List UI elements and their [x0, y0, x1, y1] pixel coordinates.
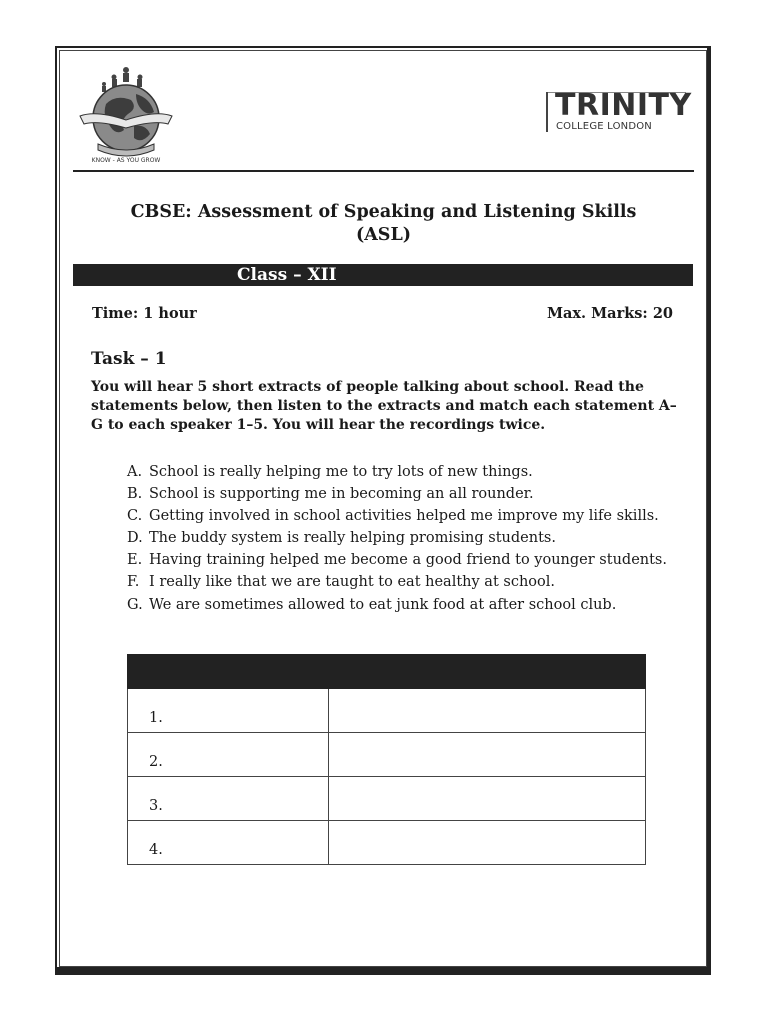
speaker-number: 4. — [128, 821, 329, 865]
answer-cell[interactable] — [329, 821, 646, 865]
time-label: Time: 1 hour — [92, 305, 197, 322]
header-divider — [73, 170, 694, 172]
statement-item — [127, 463, 667, 482]
answer-cell[interactable] — [329, 689, 646, 733]
table-header-statement — [329, 655, 646, 689]
table-row — [128, 821, 646, 865]
trinity-logo-subtitle: COLLEGE LONDON — [556, 121, 652, 132]
document-title-line1: CBSE: Assessment of Speaking and Listening Skills — [130, 202, 637, 222]
answer-cell[interactable] — [329, 733, 646, 777]
trinity-college-logo — [545, 88, 692, 136]
cbse-logo — [76, 64, 176, 164]
trinity-logo-name: TRINITY — [555, 88, 692, 123]
task-heading: Task – 1 — [91, 349, 167, 369]
statement-letter: E. — [127, 552, 143, 569]
max-marks-label: Max. Marks: 20 — [546, 305, 673, 322]
trinity-logo-bar — [546, 92, 548, 132]
statement-item — [127, 485, 667, 504]
statement-item — [127, 551, 667, 570]
table-row — [128, 733, 646, 777]
statement-text: Getting involved in school activities helped me improve my life skills. — [149, 508, 659, 525]
class-banner — [73, 264, 693, 286]
page-border-shadow-right — [707, 48, 711, 975]
statement-text: School is supporting me in becoming an all rounder. — [149, 486, 534, 503]
table-row — [128, 689, 646, 733]
table-header-row — [128, 655, 646, 689]
answer-cell[interactable] — [329, 777, 646, 821]
statement-letter: G. — [127, 596, 143, 613]
statement-letter: A. — [127, 464, 143, 480]
document-title — [73, 201, 694, 247]
statement-item — [127, 507, 667, 526]
statement-text: The buddy system is really helping promising students. — [149, 530, 556, 547]
speaker-number: 2. — [128, 733, 329, 777]
statement-list — [127, 463, 667, 618]
speaker-number: 3. — [128, 777, 329, 821]
table-row — [128, 777, 646, 821]
statement-text: Having training helped me become a good friend to younger students. — [149, 552, 667, 569]
class-label: Class – XII — [237, 265, 337, 285]
statement-letter: C. — [127, 508, 143, 525]
statement-item — [127, 573, 667, 592]
statement-item — [127, 596, 667, 615]
statement-item — [127, 529, 667, 548]
statement-text: I really like that we are taught to eat healthy at school. — [149, 574, 555, 591]
document-title-line2: (ASL) — [355, 225, 412, 245]
statement-text: School is really helping me to try lots of new things. — [149, 464, 533, 480]
answer-table — [127, 654, 646, 865]
statement-letter: F. — [127, 574, 140, 591]
statement-letter: B. — [127, 486, 143, 503]
task-instructions: You will hear 5 short extracts of people talking about school. Read the statements below, then listen to the extracts and match each statement A–G to each speaker 1–5. You will hear the recordings twice. — [91, 379, 677, 433]
statement-text: We are sometimes allowed to eat junk food at after school club. — [149, 596, 617, 613]
svg-text:KNOW - AS YOU GROW: KNOW - AS YOU GROW — [91, 157, 161, 164]
statement-letter: D. — [127, 530, 143, 547]
page-border-shadow-bottom — [55, 967, 711, 975]
table-header-speaker — [128, 655, 329, 689]
speaker-number: 1. — [128, 689, 329, 733]
